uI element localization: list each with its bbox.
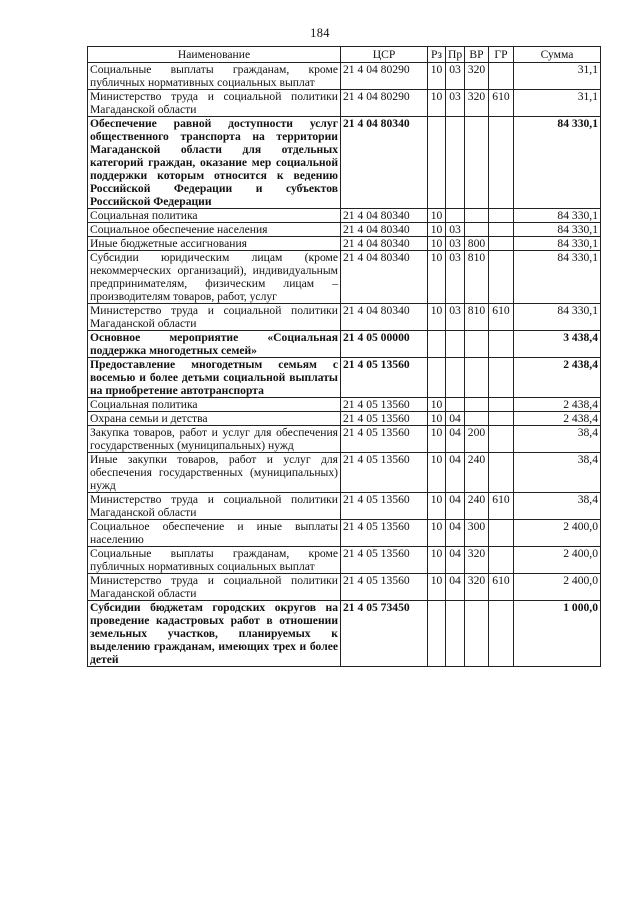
row-rz: 10 bbox=[428, 520, 446, 547]
row-csr: 21 4 05 13560 bbox=[341, 547, 428, 574]
row-rz: 10 bbox=[428, 398, 446, 412]
table-row bbox=[88, 331, 601, 358]
row-vr: 320 bbox=[465, 574, 489, 601]
row-pr: 04 bbox=[446, 493, 465, 520]
page-number: 184 bbox=[310, 26, 330, 40]
row-gr: 610 bbox=[489, 493, 514, 520]
header-csr: ЦСР bbox=[341, 47, 428, 63]
row-name: Основное мероприятие «Социальная поддержка многодетных семей» bbox=[88, 331, 341, 358]
row-rz bbox=[428, 331, 446, 358]
row-vr bbox=[465, 223, 489, 237]
table-row bbox=[88, 574, 601, 601]
row-rz bbox=[428, 601, 446, 667]
row-gr bbox=[489, 237, 514, 251]
header-rz: Рз bbox=[428, 47, 446, 63]
row-sum: 38,4 bbox=[514, 493, 601, 520]
row-pr: 03 bbox=[446, 237, 465, 251]
row-name: Министерство труда и социальной политики Магаданской области bbox=[88, 574, 341, 601]
row-rz: 10 bbox=[428, 304, 446, 331]
table-row bbox=[88, 601, 601, 667]
row-rz: 10 bbox=[428, 453, 446, 493]
row-sum: 2 400,0 bbox=[514, 574, 601, 601]
table-row bbox=[88, 209, 601, 223]
row-name: Обеспечение равной доступности услуг общественного транспорта на территории Магаданской области для отдельных категорий граждан, оказание мер социальной поддержки которым относится к ведению Российской Федерации и субъектов Российской Федерации bbox=[88, 117, 341, 209]
row-rz bbox=[428, 117, 446, 209]
row-rz bbox=[428, 358, 446, 398]
table-row bbox=[88, 412, 601, 426]
row-csr: 21 4 05 13560 bbox=[341, 453, 428, 493]
row-pr bbox=[446, 331, 465, 358]
row-pr: 04 bbox=[446, 574, 465, 601]
table-row bbox=[88, 223, 601, 237]
row-csr: 21 4 04 80340 bbox=[341, 251, 428, 304]
row-pr bbox=[446, 358, 465, 398]
row-gr bbox=[489, 547, 514, 574]
row-sum: 84 330,1 bbox=[514, 209, 601, 223]
row-csr: 21 4 05 13560 bbox=[341, 574, 428, 601]
row-pr bbox=[446, 398, 465, 412]
row-sum: 2 438,4 bbox=[514, 398, 601, 412]
header-pr: Пр bbox=[446, 47, 465, 63]
row-name: Социальное обеспечение населения bbox=[88, 223, 341, 237]
table-row bbox=[88, 493, 601, 520]
row-rz: 10 bbox=[428, 574, 446, 601]
row-pr bbox=[446, 209, 465, 223]
row-sum: 2 438,4 bbox=[514, 412, 601, 426]
row-vr: 200 bbox=[465, 426, 489, 453]
row-name: Субсидии бюджетам городских округов на проведение кадастровых работ в отношении земельных участков, планируемых к выделению гражданам, имеющих трех и более детей bbox=[88, 601, 341, 667]
row-rz: 10 bbox=[428, 251, 446, 304]
row-csr: 21 4 05 00000 bbox=[341, 331, 428, 358]
row-sum: 38,4 bbox=[514, 426, 601, 453]
row-sum: 2 400,0 bbox=[514, 520, 601, 547]
row-name: Субсидии юридическим лицам (кроме некоммерческих организаций), индивидуальным предпринимателям, физическим лицам – производителям товаров, работ, услуг bbox=[88, 251, 341, 304]
row-sum: 84 330,1 bbox=[514, 117, 601, 209]
row-gr bbox=[489, 331, 514, 358]
row-rz: 10 bbox=[428, 412, 446, 426]
row-vr bbox=[465, 601, 489, 667]
row-csr: 21 4 04 80290 bbox=[341, 63, 428, 90]
row-gr bbox=[489, 358, 514, 398]
row-csr: 21 4 05 13560 bbox=[341, 493, 428, 520]
row-sum: 31,1 bbox=[514, 63, 601, 90]
row-gr bbox=[489, 209, 514, 223]
row-vr: 320 bbox=[465, 547, 489, 574]
table-row bbox=[88, 251, 601, 304]
row-rz: 10 bbox=[428, 223, 446, 237]
row-csr: 21 4 05 13560 bbox=[341, 520, 428, 547]
table-row bbox=[88, 547, 601, 574]
row-csr: 21 4 04 80290 bbox=[341, 90, 428, 117]
row-pr bbox=[446, 601, 465, 667]
row-vr bbox=[465, 412, 489, 426]
table-row bbox=[88, 304, 601, 331]
row-pr bbox=[446, 117, 465, 209]
row-sum: 2 438,4 bbox=[514, 358, 601, 398]
row-vr: 240 bbox=[465, 453, 489, 493]
row-csr: 21 4 05 13560 bbox=[341, 358, 428, 398]
row-csr: 21 4 05 13560 bbox=[341, 412, 428, 426]
row-vr: 300 bbox=[465, 520, 489, 547]
budget-table bbox=[87, 46, 601, 667]
row-vr: 800 bbox=[465, 237, 489, 251]
row-vr: 810 bbox=[465, 304, 489, 331]
header-sum: Сумма bbox=[514, 47, 601, 63]
row-vr: 810 bbox=[465, 251, 489, 304]
row-rz: 10 bbox=[428, 547, 446, 574]
row-name: Иные закупки товаров, работ и услуг для обеспечения государственных (муниципальных) нужд bbox=[88, 453, 341, 493]
header-vr: ВР bbox=[465, 47, 489, 63]
row-pr: 03 bbox=[446, 251, 465, 304]
row-name: Социальная политика bbox=[88, 398, 341, 412]
row-sum: 31,1 bbox=[514, 90, 601, 117]
row-sum: 1 000,0 bbox=[514, 601, 601, 667]
header-gr: ГР bbox=[489, 47, 514, 63]
row-name: Иные бюджетные ассигнования bbox=[88, 237, 341, 251]
table-row bbox=[88, 398, 601, 412]
row-pr: 03 bbox=[446, 304, 465, 331]
row-csr: 21 4 04 80340 bbox=[341, 209, 428, 223]
table-row bbox=[88, 90, 601, 117]
row-sum: 2 400,0 bbox=[514, 547, 601, 574]
row-name: Социальные выплаты гражданам, кроме публичных нормативных социальных выплат bbox=[88, 63, 341, 90]
table-row bbox=[88, 117, 601, 209]
table-row bbox=[88, 358, 601, 398]
row-name: Министерство труда и социальной политики Магаданской области bbox=[88, 304, 341, 331]
row-gr: 610 bbox=[489, 304, 514, 331]
row-name: Охрана семьи и детства bbox=[88, 412, 341, 426]
row-pr: 04 bbox=[446, 520, 465, 547]
row-name: Социальное обеспечение и иные выплаты населению bbox=[88, 520, 341, 547]
row-pr: 04 bbox=[446, 426, 465, 453]
row-rz: 10 bbox=[428, 426, 446, 453]
row-vr: 320 bbox=[465, 90, 489, 117]
row-sum: 84 330,1 bbox=[514, 304, 601, 331]
row-vr bbox=[465, 209, 489, 223]
row-name: Социальная политика bbox=[88, 209, 341, 223]
row-gr bbox=[489, 601, 514, 667]
row-gr bbox=[489, 223, 514, 237]
row-rz: 10 bbox=[428, 209, 446, 223]
row-gr bbox=[489, 453, 514, 493]
row-name: Предоставление многодетным семьям с восемью и более детьми социальной выплаты на приобретение автотранспорта bbox=[88, 358, 341, 398]
row-sum: 84 330,1 bbox=[514, 223, 601, 237]
row-gr bbox=[489, 63, 514, 90]
row-pr: 03 bbox=[446, 90, 465, 117]
row-gr bbox=[489, 426, 514, 453]
row-csr: 21 4 05 13560 bbox=[341, 426, 428, 453]
row-pr: 04 bbox=[446, 453, 465, 493]
row-rz: 10 bbox=[428, 493, 446, 520]
row-gr bbox=[489, 117, 514, 209]
row-pr: 03 bbox=[446, 63, 465, 90]
row-rz: 10 bbox=[428, 90, 446, 117]
table-row bbox=[88, 237, 601, 251]
row-vr: 320 bbox=[465, 63, 489, 90]
row-name: Социальные выплаты гражданам, кроме публичных нормативных социальных выплат bbox=[88, 547, 341, 574]
table-row bbox=[88, 426, 601, 453]
table-row bbox=[88, 63, 601, 90]
table-row bbox=[88, 453, 601, 493]
row-gr: 610 bbox=[489, 574, 514, 601]
header-name: Наименование bbox=[88, 47, 341, 63]
row-sum: 84 330,1 bbox=[514, 251, 601, 304]
row-csr: 21 4 05 73450 bbox=[341, 601, 428, 667]
row-sum: 3 438,4 bbox=[514, 331, 601, 358]
row-csr: 21 4 04 80340 bbox=[341, 223, 428, 237]
row-gr bbox=[489, 251, 514, 304]
row-vr bbox=[465, 331, 489, 358]
row-vr bbox=[465, 117, 489, 209]
row-csr: 21 4 05 13560 bbox=[341, 398, 428, 412]
row-gr bbox=[489, 520, 514, 547]
table-header-row bbox=[88, 47, 601, 63]
table-row bbox=[88, 520, 601, 547]
row-name: Закупка товаров, работ и услуг для обеспечения государственных (муниципальных) нужд bbox=[88, 426, 341, 453]
row-rz: 10 bbox=[428, 63, 446, 90]
row-vr: 240 bbox=[465, 493, 489, 520]
row-csr: 21 4 04 80340 bbox=[341, 304, 428, 331]
row-pr: 03 bbox=[446, 223, 465, 237]
row-gr: 610 bbox=[489, 90, 514, 117]
row-pr: 04 bbox=[446, 547, 465, 574]
row-name: Министерство труда и социальной политики Магаданской области bbox=[88, 90, 341, 117]
row-csr: 21 4 04 80340 bbox=[341, 237, 428, 251]
row-gr bbox=[489, 398, 514, 412]
row-rz: 10 bbox=[428, 237, 446, 251]
table-body bbox=[88, 63, 601, 667]
row-vr bbox=[465, 358, 489, 398]
row-sum: 84 330,1 bbox=[514, 237, 601, 251]
row-gr bbox=[489, 412, 514, 426]
row-vr bbox=[465, 398, 489, 412]
row-pr: 04 bbox=[446, 412, 465, 426]
row-name: Министерство труда и социальной политики Магаданской области bbox=[88, 493, 341, 520]
row-sum: 38,4 bbox=[514, 453, 601, 493]
row-csr: 21 4 04 80340 bbox=[341, 117, 428, 209]
